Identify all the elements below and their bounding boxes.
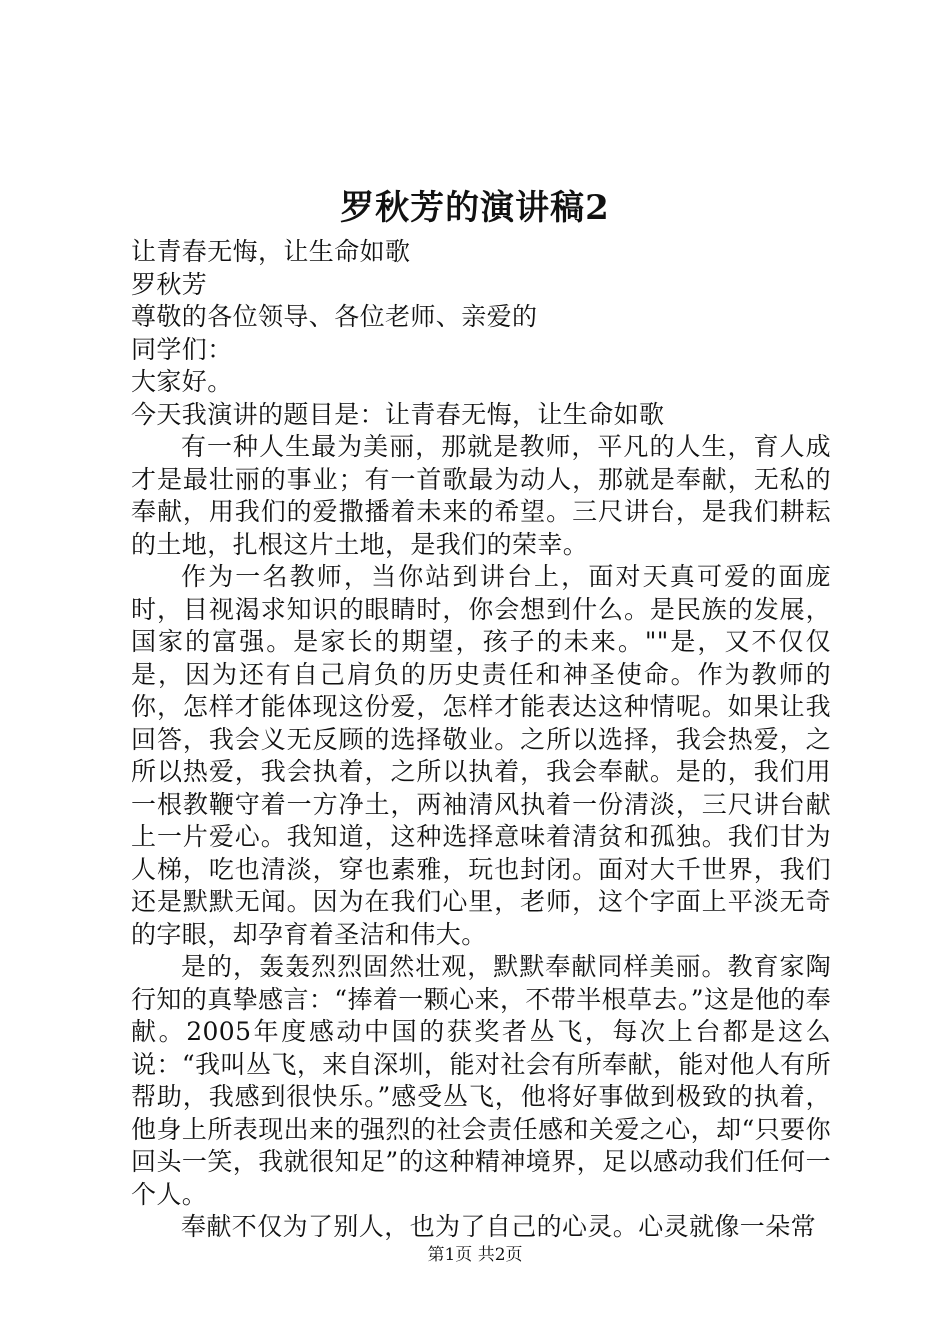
body-paragraph: 是的，轰轰烈烈固然壮观，默默奉献同样美丽。教育家陶行知的真挚感言：“捧着一颗心来，不带半根草去。”这是他的奉献。2005年度感动中国的获奖者丛飞，每次上台都是这么说：“我叫丛飞，来自深圳，能对社会有所奉献，能对他人有所帮助，我感到很快乐。”感受丛飞，他将好事做到极致的执着，他身上所表现出来的强烈的社会责任感和关爱之心，却“只要你回头一笑，我就很知足”的这种精神境界，足以感动我们任何一个人。 [131,952,831,1209]
greeting: 大家好。 [131,367,233,396]
page-footer: 第1页 共2页 [427,1245,523,1265]
salutation-line-2: 同学们： [131,334,233,364]
speech-subtitle: 让青春无悔，让生命如歌 [131,237,411,266]
body-paragraph: 作为一名教师，当你站到讲台上，面对天真可爱的面庞时，目视渴求知识的眼睛时，你会想到什么。是民族的发展，国家的富强。是家长的期望，孩子的未来。""是，又不仅仅是，因为还有自己肩负的历史责任和神圣使命。作为教师的你，怎样才能体现这份爱，怎样才能表达这种情呢。如果让我回答，我会义无反顾的选择敬业。之所以选择，我会热爱，之所以热爱，我会执着，之所以执着，我会奉献。是的，我们用一根教鞭守着一方净土，两袖清风执着一份清淡，三尺讲台献上一片爱心。我知道，这种选择意味着清贫和孤独。我们甘为人梯，吃也清淡，穿也素雅，玩也封闭。面对大千世界，我们还是默默无闻。因为在我们心里，老师，这个字面上平淡无奇的字眼，却孕育着圣洁和伟大。 [131,562,831,949]
speech-author: 罗秋芳 [131,269,208,299]
document-body [131,236,831,1244]
body-paragraph: 有一种人生最为美丽，那就是教师，平凡的人生，育人成才是最壮丽的事业；有一首歌最为动人，那就是奉献，无私的奉献，用我们的爱撒播着未来的希望。三尺讲台，是我们耕耘的土地，扎根这片土地，是我们的荣幸。 [131,432,831,559]
salutation-line-1: 尊敬的各位领导、各位老师、亲爱的 [131,302,538,331]
document-title: 罗秋芳的演讲稿2 [340,188,610,228]
topic-line: 今天我演讲的题目是：让青春无悔，让生命如歌 [131,399,665,429]
body-paragraph: 奉献不仅为了别人，也为了自己的心灵。心灵就像一朵常 [181,1212,817,1241]
